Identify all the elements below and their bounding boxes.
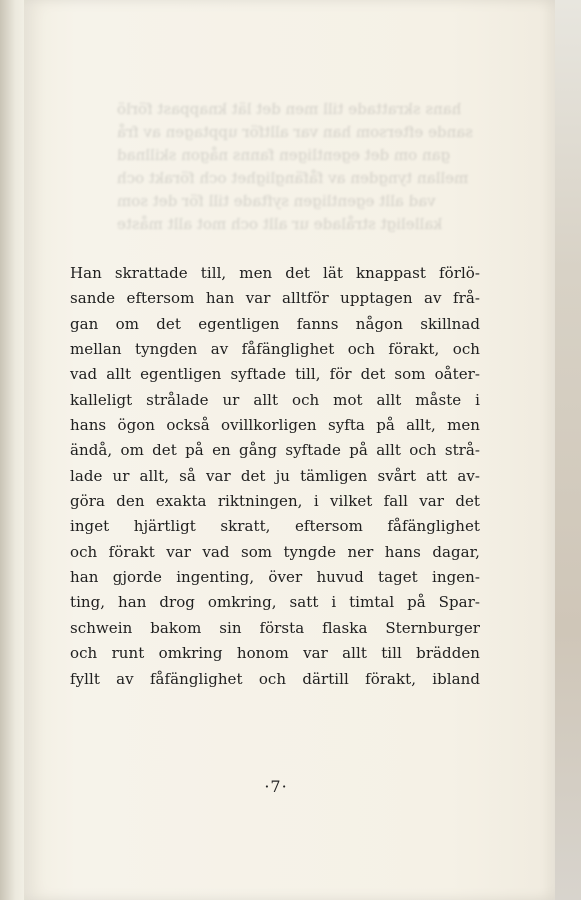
book-page [24, 0, 555, 900]
text-line-1: Han skrattade till, men det lät knappast förlö- [70, 264, 480, 282]
text-line-17: fyllt av fåfänglighet och därtill förakt, ibland [70, 669, 480, 688]
text-line-10: göra den exakta riktningen, i vilket fall var det [70, 492, 480, 511]
text-line-2: sande eftersom han var alltför upptagen av frå- [70, 289, 480, 308]
text-line-9: lade ur allt, så var det ju tämligen svårt att av- [70, 466, 480, 485]
text-line-6: kalleligt strålade ur allt och mot allt måste i [70, 390, 480, 409]
show-through-line: kalleligt strålade ur allt och mot allt måste [117, 215, 443, 233]
show-through-line: gan om det egentligen fanns någon skillnad [117, 146, 451, 164]
text-line-16: och runt omkring honom var allt till brädden [70, 644, 480, 663]
text-line-14: ting, han drog omkring, satt i timtal på Spar- [70, 593, 480, 612]
text-line-3: gan om det egentligen fanns någon skillnad [70, 314, 480, 333]
text-line-11: inget hjärtligt skratt, eftersom fåfänglighet [70, 517, 480, 536]
text-line-15: schwein bakom sin första flaska Sternburger [70, 618, 480, 637]
main-paragraph [70, 261, 480, 692]
show-through-text [117, 98, 479, 236]
show-through-line: mellan tyngden av fåfänglighet och förakt och [117, 169, 469, 187]
text-line-8: ändå, om det på en gång syftade på allt och strå- [70, 441, 480, 460]
text-line-4: mellan tyngden av fåfänglighet och förakt, och [70, 340, 480, 359]
text-line-5: vad allt egentligen syftade till, för det som oåter- [70, 365, 480, 384]
show-through-line: hans skrattade till men det lät knappast förlö [117, 100, 462, 118]
show-through-line: sande eftersom han var alltför upptagen av frå [117, 123, 473, 141]
page-number: ·7· [264, 777, 288, 796]
text-line-12: och förakt var vad som tyngde ner hans dagar, [70, 542, 480, 561]
show-through-line: vad allt egentligen syftade till för det som [117, 192, 436, 210]
text-line-7: hans ögon också ovillkorligen syfta på allt, men [70, 416, 480, 435]
text-line-13: han gjorde ingenting, över huvud taget ingen- [70, 568, 480, 587]
